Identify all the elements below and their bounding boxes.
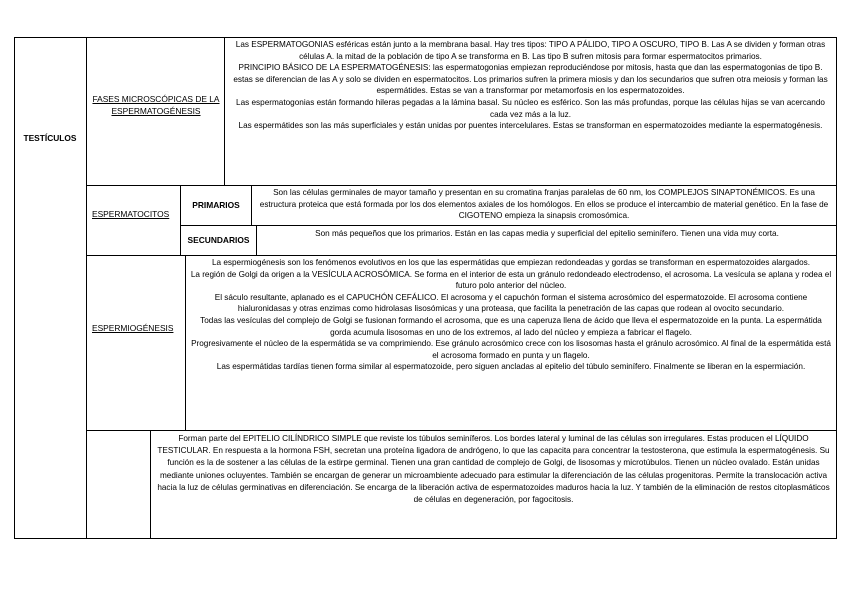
espermiogenesis-divider xyxy=(185,255,186,431)
secundarios-divider xyxy=(256,225,257,256)
fases-text-cell xyxy=(228,39,833,132)
primarios-text: Son las células germinales de mayor tamaño y presentan en su cromatina franjas paralelas de 60 nm, los COMPLEJOS SINAPTONÉMICOS. Es una estructura proteica que está formada por los dos elementos axiales de los homólogos. En ellos se produce el intercambio de material genético. En la fase de CIGOTENO empieza la sinapsis cromosómica. xyxy=(259,188,829,221)
espermiogenesis-text-cell xyxy=(189,257,833,373)
espermiogenesis-paragraph: La región de Golgi da origen a la VESÍCULA ACROSÓMICA. Se forma en el interior de esta un gránulo redondeado electrodenso, el acrosoma. La vesícula se aplana y rodea el futuro polo anterior del núcleo. xyxy=(190,269,832,291)
espermatocitos-label: ESPERMATOCITOS xyxy=(92,209,170,219)
sertoli-divider xyxy=(150,430,151,539)
primarios-divider xyxy=(251,185,252,226)
table-border-left xyxy=(14,37,15,539)
sertoli-text: Forman parte del EPITELIO CILÍNDRICO SIMPLE que reviste los túbulos seminíferos. Los bordes lateral y luminal de las células son irregulares. Estas producen el LÍQUIDO TESTICULAR. En respuesta a la hormona FSH, secretan una proteína ligadora de andrógeno, lo que las capacita para concentrar la testosterona, que estimula la espermatogénesis. Su función es la de sostener a las células de la estirpe germinal. Tienen una gran cantidad de complejo de Golgi, de lisosomas y microtúbulos. Tienen un núcleo ovalado. Están unidas mediante uniones ocluyentes. También se encargan de generar un microambiente adecuado para estimular la diferenciación de las células progenitoras. Permite la translocación activa hacia la luz de células germinativas en diferenciación. Se encarga de la liberación activa de espermatozoides maduros hacia la luz. Y también de la eliminación de restos citoplasmáticos de células en degeneración, por fagocitosis. xyxy=(157,434,830,505)
espermiogenesis-paragraph: Progresivamente el núcleo de la espermátida se va comprimiendo. Ese gránulo acrosómico crece con los lisosomas hasta el gránulo acrosómico. Al final de la espermátida está el acrosoma formado en punta y un flagelo. xyxy=(191,339,831,360)
espermiogenesis-paragraph: Las espermátidas tardías tienen forma similar al espermatozoide, pero siguen ancladas al epitelio del túbulo seminífero. Finalmente se liberan en la espermiación. xyxy=(216,362,806,372)
fases-divider xyxy=(224,37,225,186)
row-divider-3 xyxy=(86,430,837,431)
table-border-bottom xyxy=(14,538,837,539)
espermatocitos-divider xyxy=(180,185,181,256)
espermiogenesis-paragraph: El sáculo resultante, aplanado es el CAPUCHÓN CEFÁLICO. El acrosoma y el capuchón forman el sistema acrosómico del espermatozoide. El acrosoma contiene hialuronidasas y otras enzimas como hidrolasas lisosómicas y una proteasa, que facilita la penetración de las capas que rodean al ovocito secundario. xyxy=(214,292,808,314)
row-divider-2 xyxy=(86,255,837,256)
espermiogenesis-paragraph: La espermiogénesis son los fenómenos evolutivos en los que las espermátidas que empiezan redondeadas y gordas se transforman en espermatozoides alargados. xyxy=(211,258,811,267)
main-label: TESTÍCULOS xyxy=(23,133,77,143)
fases-paragraph: Las espermatogonias están formando hileras pegadas a la lámina basal. Su núcleo es esférico. Son las más profundas, porque las células hijas se van acercando cada vez más a la luz. xyxy=(236,97,825,119)
table-border-top xyxy=(14,37,837,38)
secundarios-text: Son más pequeños que los primarios. Están en las capas media y superficial del epitelio seminífero. Tienen una vida muy corta. xyxy=(315,229,779,238)
espermiogenesis-paragraph: Todas las vesículas del complejo de Golgi se fusionan formando el acrosoma, que es una caperuza llena de ácido que lleva el espermatozoide en la punta. La espermátida gorda acumula lisosomas en uno de los extremos, al lado del núcleo y empieza a fabricar el flagelo. xyxy=(200,315,822,337)
fases-paragraph: Las ESPERMATOGONIAS esféricas están junto a la membrana basal. Hay tres tipos: TIPO A PÁLIDO, TIPO A OSCURO, TIPO B. Las A se dividen y forman otras células A. la mitad de la población de tipo A se transforma en B. Las tipo B sufren mitosis para formar espermatocitos primarios. xyxy=(235,40,826,61)
secundarios-label: SECUNDARIOS xyxy=(187,235,250,245)
row-divider-1 xyxy=(86,185,837,186)
main-column-divider xyxy=(86,37,87,539)
fases-paragraph: Las espermátides son las más superficiales y están unidas por puentes intercelulares. Estas se transforman en espermatozoides mediante la espermatogénesis. xyxy=(238,121,823,131)
espermiogenesis-label: ESPERMIOGÉNESIS xyxy=(92,323,174,333)
row-divider-primarios xyxy=(180,225,837,226)
fases-paragraph: PRINCIPIO BÁSICO DE LA ESPERMATOGÉNESIS: las espermatogonias empiezan reproduciéndose por mitosis, hasta que dan las espermatogonias de tipo B. estas se diferencian de las A y solo se dividen en espermatocitos. Los primarios sufren la primera miosis y dan los secundarios que sufren otra meiosis y forman las espermátides. Estas se van a transformar por metamorfosis en los espermatozoides. xyxy=(233,63,828,96)
fases-label: FASES MICROSCÓPICAS DE LA ESPERMATOGÉNESIS xyxy=(92,94,220,116)
primarios-label: PRIMARIOS xyxy=(192,200,240,210)
table-border-right xyxy=(836,37,837,539)
